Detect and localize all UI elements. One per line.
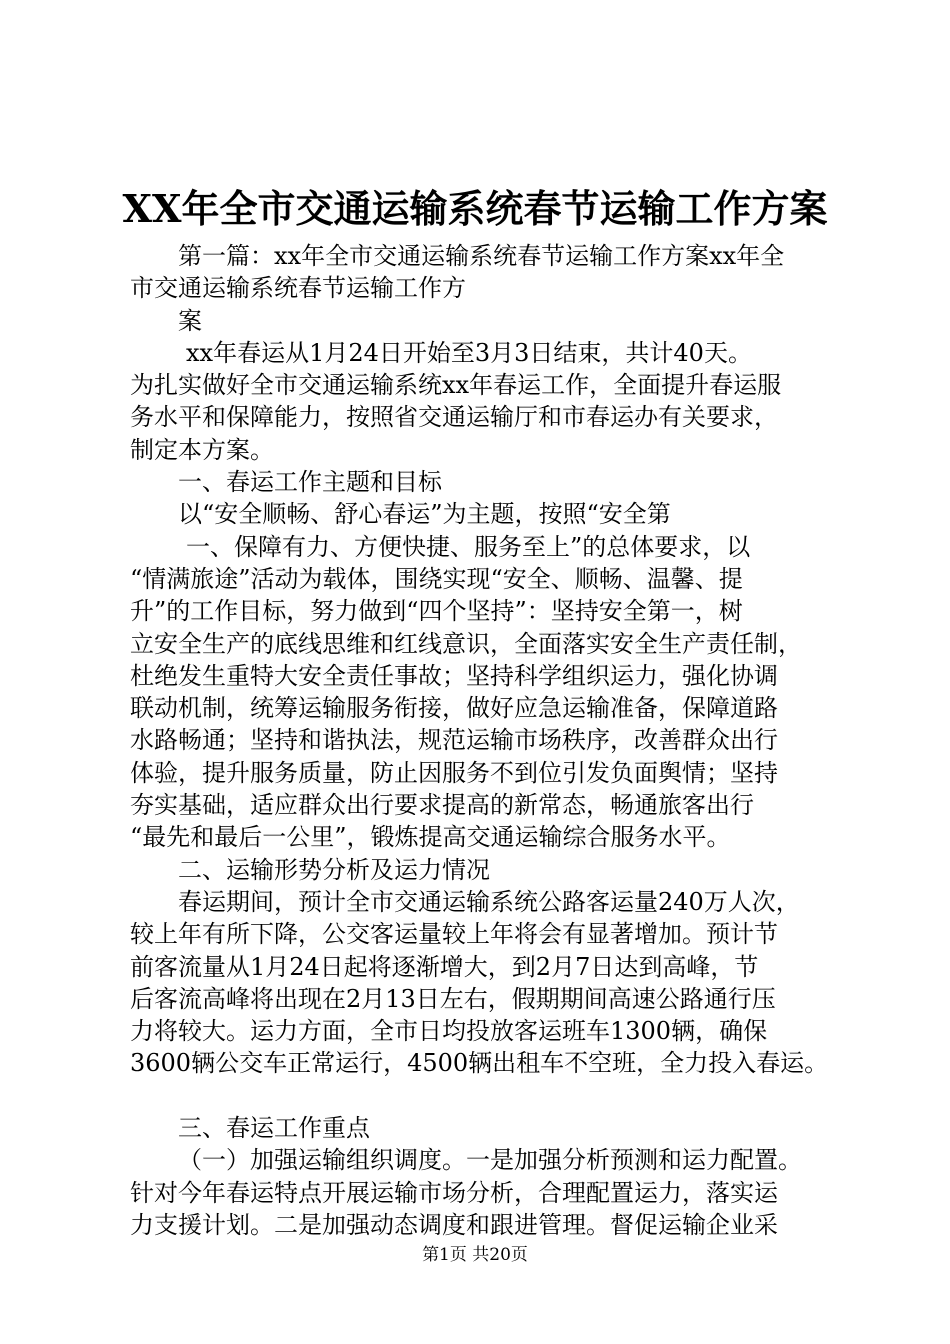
- blank-line: [130, 1080, 830, 1112]
- paragraph-line: 水路畅通；坚持和谐执法，规范运输市场秩序，改善群众出行: [130, 726, 778, 755]
- paragraph-line: 制定本方案。: [130, 435, 274, 464]
- paragraph-line: 3600辆公交车正常运行，4500辆出租车不空班，全力投入春运。: [130, 1049, 829, 1078]
- paragraph-line: （一）加强运输组织调度。一是加强分析预测和运力配置。: [178, 1146, 802, 1175]
- paragraph-line: 力将较大。运力方面，全市日均投放客运班车1300辆，确保: [130, 1017, 768, 1046]
- paragraph-line: “情满旅途”活动为载体，围绕实现“安全、顺畅、温馨、提: [130, 564, 743, 593]
- paragraph-line: 前客流量从1月24日起将逐渐增大，到2月7日达到高峰，节: [130, 952, 759, 981]
- paragraph-line: 力支援计划。二是加强动态调度和跟进管理。督促运输企业采: [130, 1210, 778, 1239]
- section-heading: 一、春运工作主题和目标: [178, 468, 442, 497]
- paragraph-line: 第一篇：xx年全市交通运输系统春节运输工作方案xx年全: [178, 242, 785, 270]
- paragraph-line: 务水平和保障能力，按照省交通运输厅和市春运办有关要求，: [130, 403, 778, 432]
- section-heading: 三、春运工作重点: [178, 1114, 370, 1143]
- document-title: XX年全市交通运输系统春节运输工作方案: [122, 186, 828, 231]
- paragraph-line: xx年春运从1月24日开始至3月3日结束，共计40天。: [186, 338, 752, 367]
- section-heading: 二、运输形势分析及运力情况: [178, 855, 490, 884]
- paragraph-line: 针对今年春运特点开展运输市场分析，合理配置运力，落实运: [130, 1178, 778, 1207]
- paragraph-line: “最先和最后一公里”，锻炼提高交通运输综合服务水平。: [130, 823, 731, 852]
- paragraph-line: 夯实基础，适应群众出行要求提高的新常态，畅通旅客出行: [130, 791, 754, 820]
- paragraph-line: 升”的工作目标，努力做到“四个坚持”：坚持安全第一，树: [130, 597, 743, 626]
- paragraph-line: 立安全生产的底线思维和红线意识，全面落实安全生产责任制，: [130, 629, 802, 658]
- paragraph-line: 案: [178, 306, 202, 335]
- paragraph-line: 以“安全顺畅、舒心春运”为主题，按照“安全第: [178, 500, 671, 529]
- paragraph-line: 体验，提升服务质量，防止因服务不到位引发负面舆情；坚持: [130, 758, 778, 787]
- page-footer: 第1页 共20页: [422, 1245, 528, 1265]
- document-body: [130, 240, 830, 1241]
- paragraph-line: 春运期间，预计全市交通运输系统公路客运量240万人次，: [178, 887, 800, 916]
- paragraph-line: 为扎实做好全市交通运输系统xx年春运工作，全面提升春运服: [130, 371, 782, 400]
- paragraph-line: 联动机制，统筹运输服务衔接，做好应急运输准备，保障道路: [130, 694, 778, 723]
- paragraph-line: 较上年有所下降，公交客运量较上年将会有显著增加。预计节: [130, 920, 778, 949]
- paragraph-line: 一、保障有力、方便快捷、服务至上”的总体要求，以: [186, 532, 751, 561]
- paragraph-line: 杜绝发生重特大安全责任事故；坚持科学组织运力，强化协调: [130, 661, 778, 690]
- paragraph-line: 后客流高峰将出现在2月13日左右，假期期间高速公路通行压: [130, 984, 776, 1013]
- paragraph-line: 市交通运输系统春节运输工作方: [130, 274, 466, 303]
